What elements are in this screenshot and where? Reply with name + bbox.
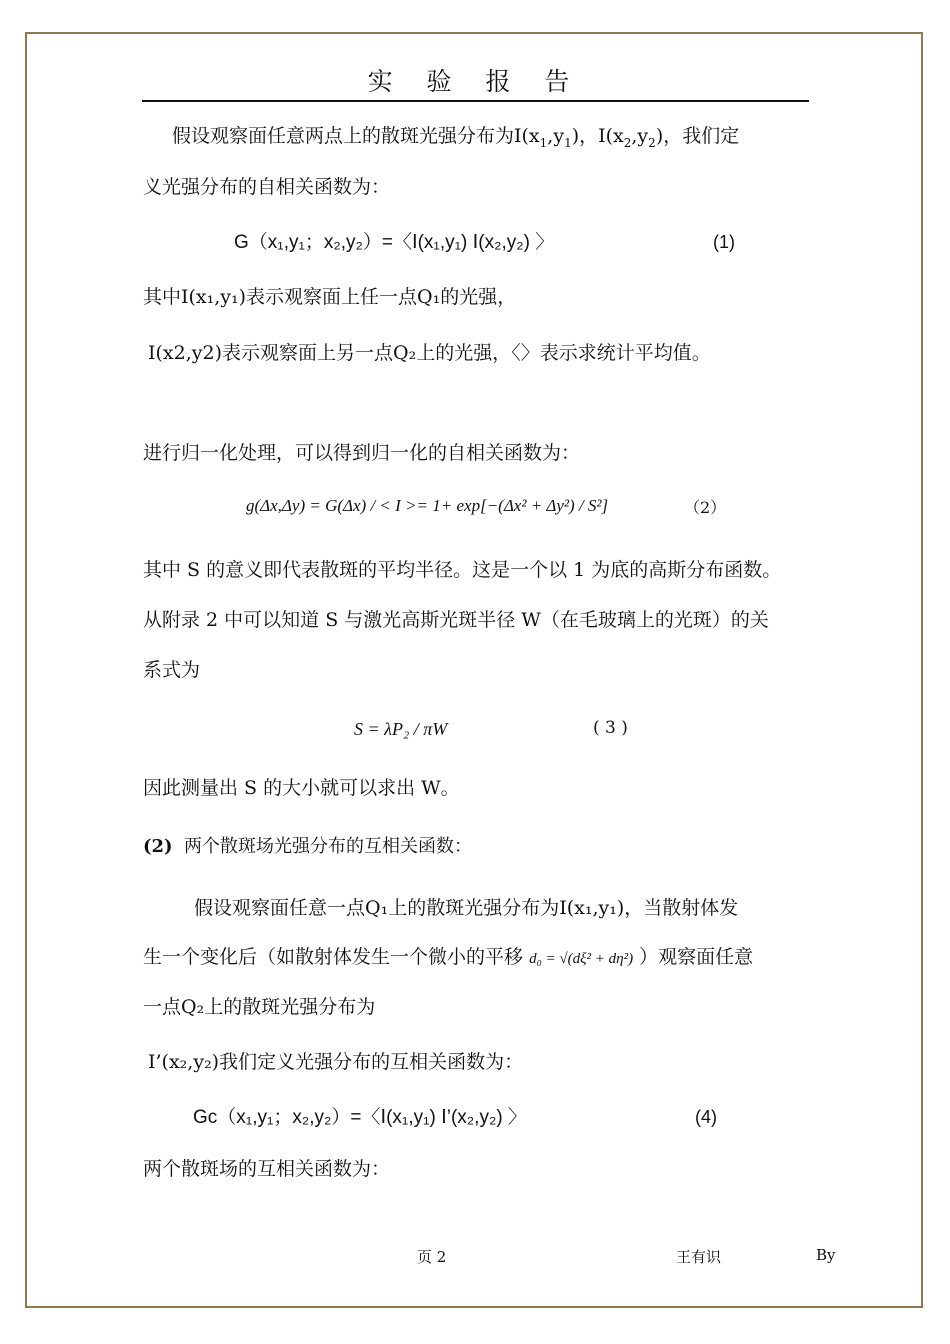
section-2-number: (2) (143, 836, 173, 857)
section-2-title: 两个散斑场光强分布的互相关函数： (184, 836, 473, 857)
text-run: )，Ⅰ(x (571, 125, 624, 147)
paragraph-6-line-4: Ⅰ’(x₂,y₂)我们定义光强分布的互相关函数为： (148, 1051, 524, 1073)
text-run: ,y (631, 125, 649, 147)
paragraph-6-line-3: 一点Q₂上的散斑光强分布为 (143, 996, 376, 1018)
paragraph-6-line-2 (143, 948, 753, 967)
equation-4-number: (4) (695, 1107, 717, 1127)
equation-1: G（x₁,y₁；x₂,y₂）=〈Ⅰ(x₁,y₁) Ⅰ(x₂,y₂) 〉 (234, 232, 555, 253)
paragraph-6-line-1: 假设观察面任意一点Q₁上的散斑光强分布为Ⅰ(x₁,y₁)，当散射体发 (194, 897, 739, 919)
inline-math-d0: d₀ = √(dξ² + dη²) (529, 951, 634, 967)
equation-1-number: (1) (713, 232, 735, 252)
equation-2: g(Δx,Δy) = G(Δx) / < I >= 1+ exp[−(Δx² + Δy²) / S²] (246, 496, 609, 515)
paragraph-4-line-3: 系式为 (143, 659, 201, 681)
paragraph-2-line-1: 其中Ⅰ(x₁,y₁)表示观察面上任一点Q₁的光强， (143, 286, 517, 308)
text-run: 生一个变化后（如散射体发生一个微小的平移 (143, 946, 524, 968)
paragraph-2-line-2: Ⅰ(x2,y2)表示观察面上另一点Q₂上的光强，〈〉表示求统计平均值。 (148, 342, 711, 364)
equation-3-number: ( 3 ) (593, 718, 628, 738)
equation-2-number: （2） (684, 498, 727, 517)
equation-4: Gc（x₁,y₁；x₂,y₂）=〈Ⅰ(x₁,y₁) Ⅰ’(x₂,y₂) 〉 (193, 1107, 527, 1128)
paragraph-7: 两个散斑场的互相关函数为： (143, 1158, 391, 1180)
text-run: 假设观察面任意两点上的散斑光强分布为Ⅰ(x (172, 125, 540, 147)
text-run: )，我们定 (655, 125, 740, 147)
footer-by: By (816, 1246, 836, 1264)
paragraph-4-line-1: 其中 S 的意义即代表散斑的平均半径。这是一个以 1 为底的高斯分布函数。 (143, 559, 782, 581)
text-run: ,y (547, 125, 565, 147)
paragraph-1-line-1: 假设观察面任意两点上的散斑光强分布为$Ⅰ(x_1,y_1)$，$Ⅰ(x_2,y_2)$，我们定 (172, 125, 740, 150)
paragraph-1-line-2: 义光强分布的自相关函数为： (143, 176, 391, 198)
equation-3: S = λP₂ / πW (354, 719, 448, 739)
paragraph-4-line-2: 从附录 2 中可以知道 S 与激光高斯光斑半径 W（在毛玻璃上的光斑）的关 (143, 609, 769, 631)
footer-page-number: 页 2 (417, 1248, 447, 1266)
title-underline (142, 100, 809, 102)
footer-author: 王有识 (676, 1248, 722, 1266)
section-2-heading (143, 838, 472, 856)
text-run: ）观察面任意 (639, 946, 754, 968)
paragraph-3: 进行归一化处理，可以得到归一化的自相关函数为： (143, 442, 581, 464)
paragraph-5: 因此测量出 S 的大小就可以求出 W。 (143, 777, 460, 799)
page-title: 实 验 报 告 (367, 67, 583, 96)
